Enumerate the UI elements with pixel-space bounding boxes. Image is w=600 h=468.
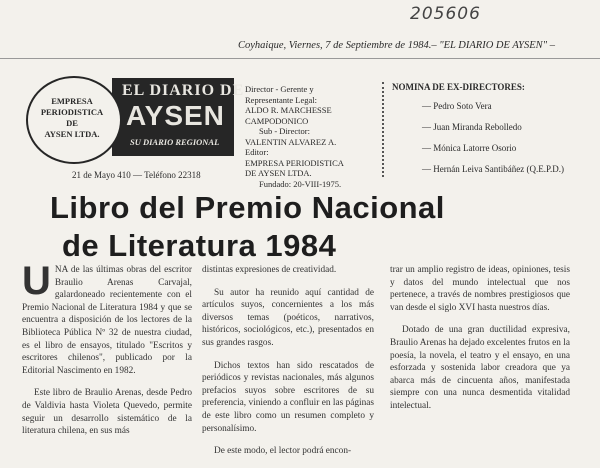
article-column-2 [202,264,374,468]
headline-line1: Libro del Premio Nacional [50,190,445,225]
former-director: — Pedro Soto Vera [422,101,492,111]
masthead-address: 21 de Mayo 410 — Teléfono 22318 [72,170,201,180]
masthead-company [30,96,114,140]
former-director: — Juan Miranda Rebolledo [422,122,522,132]
staff-box [245,84,380,189]
staff-line: EMPRESA PERIODISTICA [245,157,344,168]
article-paragraph: distintas expresiones de creatividad. [202,265,337,275]
staff-line: Fundado: 20-VIII-1975. [259,178,342,189]
staff-line: DE AYSEN LTDA. [245,168,312,178]
former-director: — Hernán Leiva Santibáñez (Q.E.P.D.) [422,164,564,174]
paragraph-text: NA de las últimas obras del escritor Braulio Arenas Carvajal, galardoneado recientemente con el Premio Nacional de Literatura 1984 y que se encuentra a disposición de los lectores de la Biblioteca Pública Nº 32 de nuestra ciudad, es el libro de ensayos, titulado "Escritos y escritores chilenos", publicado por la Editorial Nascimento en 1982. [22,265,192,376]
headline-line2: de Literatura 1984 [62,228,337,263]
archive-number: 205606 [410,4,481,24]
article-paragraph: trar un amplio registro de ideas, opiniones, tesis y datos del mundo intelectual que nos pertenece, a través de nombres prestigiosos que van desde el siglo XVI hasta nuestros días. [390,265,570,313]
article-paragraph: De este modo, el lector podrá encon- [214,446,352,457]
article-paragraph: Su autor ha reunido aquí cantidad de artículos suyos, concernientes a los más diversos temas (poéticos, narrativos, históricos, sociológicos, etc.), presentados en sus grandes rasgos. [202,287,374,348]
staff-line: VALENTIN ALVAREZ A. [245,136,337,147]
staff-line: CAMPODONICO [245,115,309,126]
masthead-title-line2: AYSEN [126,100,225,131]
article-paragraph: Dichos textos han sido rescatados de periódicos y revistas nacionales, más algunos prefacios suyos sobre escritores de su preferencia, viniendo a confluir en las páginas de este libro como un resumen completo y personalísimo. [202,360,374,434]
article-column-3 [390,264,570,423]
masthead-title-line1: EL DIARIO DE [122,82,245,99]
masthead-subtitle: SU DIARIO REGIONAL [130,137,220,147]
former-directors-heading: NOMINA DE EX-DIRECTORES: [392,82,525,92]
article-column-1 [22,259,192,448]
dateline: Coyhaique, Viernes, 7 de Septiembre de 1984.– "EL DIARIO DE AYSEN" – [238,40,555,51]
company-line: DE [66,118,78,128]
masthead-logo [20,78,245,156]
company-line: EMPRESA [51,96,93,106]
former-director: — Mónica Latorre Osorio [422,143,517,153]
staff-line: Director - Gerente y [245,84,314,94]
staff-line: Editor: [245,147,269,157]
dotted-divider [382,82,384,177]
former-directors [392,82,597,185]
staff-line: Sub - Director: [259,126,310,136]
article-paragraph: Dotado de una gran ductilidad expresiva, Braulio Arenas ha dejado excelentes frutos en la poesía, la novela, el teatro y el ensayo, en una esforzada y sostenida labor creadora que ya abarca más de cincuenta años, manifestada siempre con una nunca desmentida vitalidad intelectual. [390,325,570,411]
company-line: AYSEN LTDA. [44,129,100,139]
staff-line: ALDO R. MARCHESSE [245,105,332,115]
company-line: PERIODISTICA [40,107,104,117]
article-paragraph [22,259,192,377]
drop-cap: U [22,259,51,303]
staff-line: Representante Legal: [245,94,317,105]
article-paragraph: Este libro de Braulio Arenas, desde Pedro de Valdivia hasta Violeta Quevedo, permite seguir un desarrollo sistemático de la literatura chilena, en sus más [22,388,192,437]
top-rule [0,58,600,59]
